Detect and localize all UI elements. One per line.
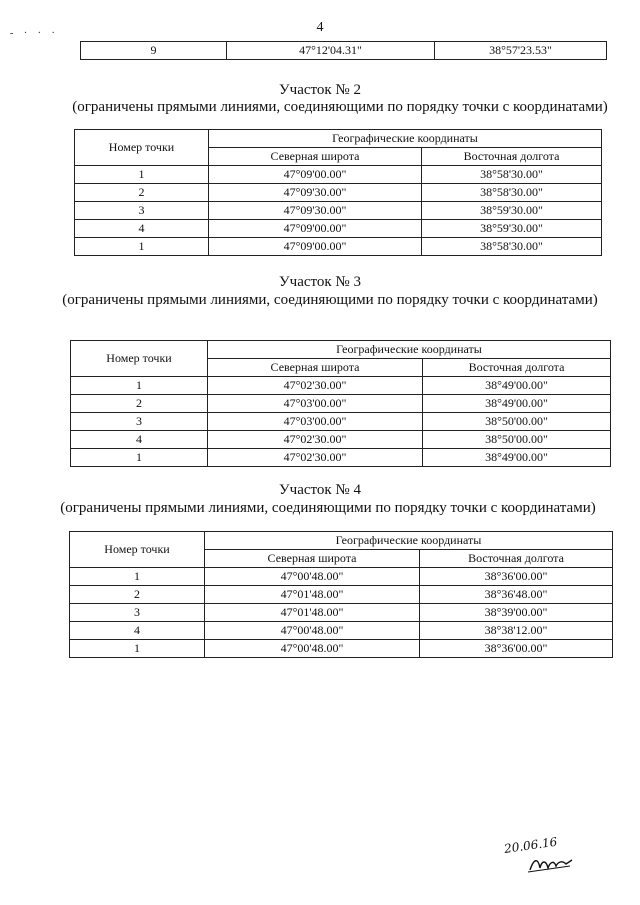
coordinates-table (74, 129, 602, 256)
table-row (71, 395, 611, 413)
point-number-cell: 1 (75, 238, 209, 256)
point-number-cell: 2 (70, 586, 205, 604)
point-number-cell: 2 (75, 184, 209, 202)
header-latitude: Северная широта (209, 148, 422, 166)
latitude-cell: 47°09'00.00" (209, 166, 422, 184)
latitude-cell: 47°03'00.00" (208, 413, 423, 431)
section-title: Участок № 3 (279, 274, 361, 290)
scan-marks: - · · · (10, 28, 59, 39)
table-row (75, 184, 602, 202)
longitude-cell: 38°39'00.00" (420, 604, 613, 622)
point-number-cell: 3 (71, 413, 208, 431)
latitude-cell: 47°03'00.00" (208, 395, 423, 413)
header-latitude: Северная широта (205, 550, 420, 568)
table-row (81, 42, 607, 60)
latitude-cell: 47°00'48.00" (205, 622, 420, 640)
point-number-cell: 4 (71, 431, 208, 449)
header-longitude: Восточная долгота (423, 359, 611, 377)
longitude-cell: 38°59'30.00" (422, 220, 602, 238)
latitude-cell: 47°09'00.00" (209, 220, 422, 238)
header-geo-coordinates: Географические координаты (208, 341, 611, 359)
latitude-cell: 47°09'30.00" (209, 202, 422, 220)
table-row (71, 377, 611, 395)
table-row (71, 431, 611, 449)
longitude-cell: 38°36'00.00" (420, 568, 613, 586)
longitude-cell: 38°50'00.00" (423, 431, 611, 449)
latitude-cell: 47°02'30.00" (208, 377, 423, 395)
point-number-cell: 2 (71, 395, 208, 413)
table-header-row (75, 130, 602, 148)
header-point-number: Номер точки (71, 341, 208, 377)
header-latitude: Северная широта (208, 359, 423, 377)
point-number-cell: 1 (71, 377, 208, 395)
longitude-cell: 38°36'00.00" (420, 640, 613, 658)
header-longitude: Восточная долгота (420, 550, 613, 568)
table-row (75, 238, 602, 256)
table-row (70, 640, 613, 658)
point-number-cell: 1 (75, 166, 209, 184)
coordinates-table (69, 531, 613, 658)
point-number-cell: 1 (71, 449, 208, 467)
section-title: Участок № 2 (279, 82, 361, 98)
header-point-number: Номер точки (75, 130, 209, 166)
handwritten-signature (500, 830, 590, 880)
latitude-cell: 47°09'00.00" (209, 238, 422, 256)
longitude-cell: 38°49'00.00" (423, 377, 611, 395)
table-row (75, 166, 602, 184)
table-row (71, 449, 611, 467)
point-number-cell: 9 (81, 42, 227, 60)
section-subtitle: (ограничены прямыми линиями, соединяющими по порядку точки с координатами) (62, 292, 598, 308)
table-header-row (70, 532, 613, 550)
header-geo-coordinates: Географические координаты (209, 130, 602, 148)
table-row (70, 568, 613, 586)
table-row (70, 622, 613, 640)
point-number-cell: 1 (70, 568, 205, 586)
point-number-cell: 3 (75, 202, 209, 220)
latitude-cell: 47°00'48.00" (205, 640, 420, 658)
longitude-cell: 38°38'12.00" (420, 622, 613, 640)
latitude-cell: 47°12'04.31" (227, 42, 435, 60)
header-point-number: Номер точки (70, 532, 205, 568)
longitude-cell: 38°59'30.00" (422, 202, 602, 220)
point-number-cell: 1 (70, 640, 205, 658)
point-number-cell: 4 (70, 622, 205, 640)
longitude-cell: 38°50'00.00" (423, 413, 611, 431)
point-number-cell: 4 (75, 220, 209, 238)
table-row (70, 604, 613, 622)
latitude-cell: 47°02'30.00" (208, 449, 423, 467)
latitude-cell: 47°09'30.00" (209, 184, 422, 202)
coordinates-table (70, 340, 611, 467)
longitude-cell: 38°58'30.00" (422, 166, 602, 184)
longitude-cell: 38°49'00.00" (423, 395, 611, 413)
latitude-cell: 47°01'48.00" (205, 604, 420, 622)
page-number: 4 (316, 20, 324, 35)
longitude-cell: 38°49'00.00" (423, 449, 611, 467)
section-title: Участок № 4 (279, 482, 361, 498)
header-geo-coordinates: Географические координаты (205, 532, 613, 550)
table-row (75, 220, 602, 238)
handwritten-date: 20.06.16 (503, 834, 559, 856)
latitude-cell: 47°01'48.00" (205, 586, 420, 604)
continuation-table (80, 41, 607, 60)
longitude-cell: 38°57'23.53" (435, 42, 607, 60)
header-longitude: Восточная долгота (422, 148, 602, 166)
longitude-cell: 38°58'30.00" (422, 238, 602, 256)
latitude-cell: 47°02'30.00" (208, 431, 423, 449)
longitude-cell: 38°58'30.00" (422, 184, 602, 202)
section-subtitle: (ограничены прямыми линиями, соединяющими по порядку точки с координатами) (60, 500, 596, 516)
table-row (71, 413, 611, 431)
table-row (70, 586, 613, 604)
point-number-cell: 3 (70, 604, 205, 622)
table-row (75, 202, 602, 220)
table-header-row (71, 341, 611, 359)
section-subtitle: (ограничены прямыми линиями, соединяющими по порядку точки с координатами) (72, 99, 608, 115)
longitude-cell: 38°36'48.00" (420, 586, 613, 604)
latitude-cell: 47°00'48.00" (205, 568, 420, 586)
